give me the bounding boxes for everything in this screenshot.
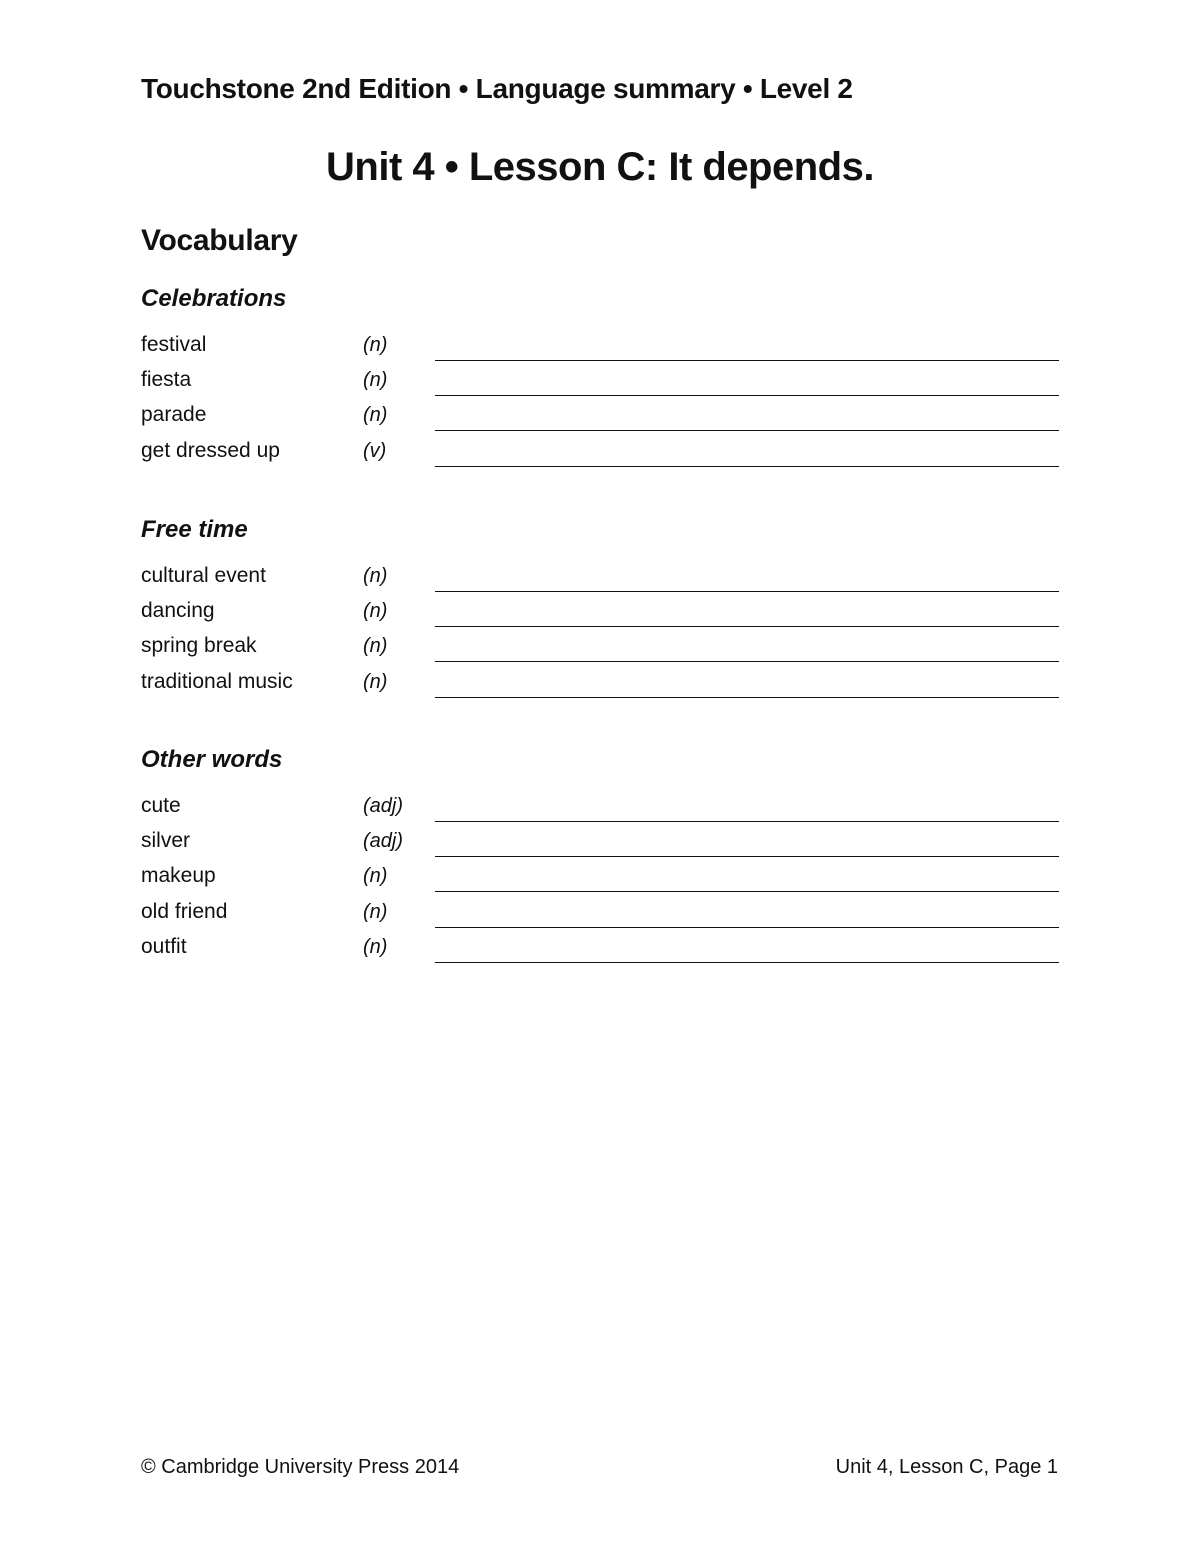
vocab-row bbox=[141, 828, 1059, 863]
part-of-speech: (v) bbox=[363, 439, 387, 462]
vocab-row bbox=[141, 793, 1059, 828]
vocab-group-free-time bbox=[141, 515, 1059, 704]
vocab-row bbox=[141, 598, 1059, 633]
vocab-word: makeup bbox=[141, 864, 216, 888]
part-of-speech: (n) bbox=[363, 404, 388, 427]
answer-line[interactable] bbox=[435, 430, 1059, 431]
answer-line[interactable] bbox=[435, 591, 1059, 592]
vocab-row bbox=[141, 863, 1059, 898]
page-title: Unit 4 • Lesson C: It depends. bbox=[326, 145, 874, 189]
answer-line[interactable] bbox=[435, 821, 1059, 822]
vocab-word: dancing bbox=[141, 599, 215, 623]
group-heading: Free time bbox=[141, 516, 248, 543]
vocab-word: cute bbox=[141, 794, 181, 817]
vocab-word: cultural event bbox=[141, 564, 266, 587]
footer-copyright: © Cambridge University Press 2014 bbox=[141, 1456, 460, 1478]
vocab-group-celebrations bbox=[141, 284, 1059, 473]
vocab-word: traditional music bbox=[141, 669, 293, 693]
vocab-word: silver bbox=[141, 829, 191, 853]
part-of-speech: (n) bbox=[363, 635, 388, 658]
vocab-row bbox=[141, 367, 1059, 402]
part-of-speech: (n) bbox=[363, 900, 388, 923]
part-of-speech: (n) bbox=[363, 565, 388, 587]
vocab-word: parade bbox=[141, 403, 207, 427]
part-of-speech: (adj) bbox=[363, 830, 404, 853]
vocab-row bbox=[141, 438, 1059, 473]
vocab-word: festival bbox=[141, 333, 207, 356]
answer-line[interactable] bbox=[435, 891, 1059, 892]
part-of-speech: (n) bbox=[363, 670, 388, 693]
vocab-row bbox=[141, 332, 1059, 367]
page-header: Touchstone 2nd Edition • Language summary • Level 2 bbox=[141, 73, 853, 104]
vocab-group-other-words bbox=[141, 745, 1059, 969]
vocab-word: get dressed up bbox=[141, 438, 280, 462]
section-heading-vocabulary: Vocabulary bbox=[141, 224, 298, 257]
answer-line[interactable] bbox=[435, 856, 1059, 857]
part-of-speech: (n) bbox=[363, 600, 388, 623]
vocab-list bbox=[141, 332, 1059, 473]
answer-line[interactable] bbox=[435, 661, 1059, 662]
answer-line[interactable] bbox=[435, 395, 1059, 396]
vocab-row bbox=[141, 899, 1059, 934]
footer-page-reference: Unit 4, Lesson C, Page 1 bbox=[835, 1456, 1058, 1478]
vocab-list bbox=[141, 793, 1059, 969]
part-of-speech: (adj) bbox=[363, 795, 404, 817]
vocab-row bbox=[141, 669, 1059, 704]
answer-line[interactable] bbox=[435, 927, 1059, 928]
answer-line[interactable] bbox=[435, 360, 1059, 361]
answer-line[interactable] bbox=[435, 626, 1059, 627]
vocab-row bbox=[141, 633, 1059, 668]
vocab-word: spring break bbox=[141, 634, 257, 658]
vocab-row bbox=[141, 934, 1059, 969]
vocab-row bbox=[141, 563, 1059, 598]
vocab-row bbox=[141, 402, 1059, 437]
part-of-speech: (n) bbox=[363, 369, 388, 392]
part-of-speech: (n) bbox=[363, 935, 388, 958]
answer-line[interactable] bbox=[435, 697, 1059, 698]
group-heading: Other words bbox=[141, 746, 283, 773]
vocab-list bbox=[141, 563, 1059, 704]
vocab-word: fiesta bbox=[141, 368, 192, 392]
part-of-speech: (n) bbox=[363, 865, 388, 888]
part-of-speech: (n) bbox=[363, 334, 388, 356]
answer-line[interactable] bbox=[435, 466, 1059, 467]
group-heading: Celebrations bbox=[141, 285, 287, 312]
vocab-word: old friend bbox=[141, 899, 228, 923]
vocab-word: outfit bbox=[141, 934, 187, 958]
answer-line[interactable] bbox=[435, 962, 1059, 963]
